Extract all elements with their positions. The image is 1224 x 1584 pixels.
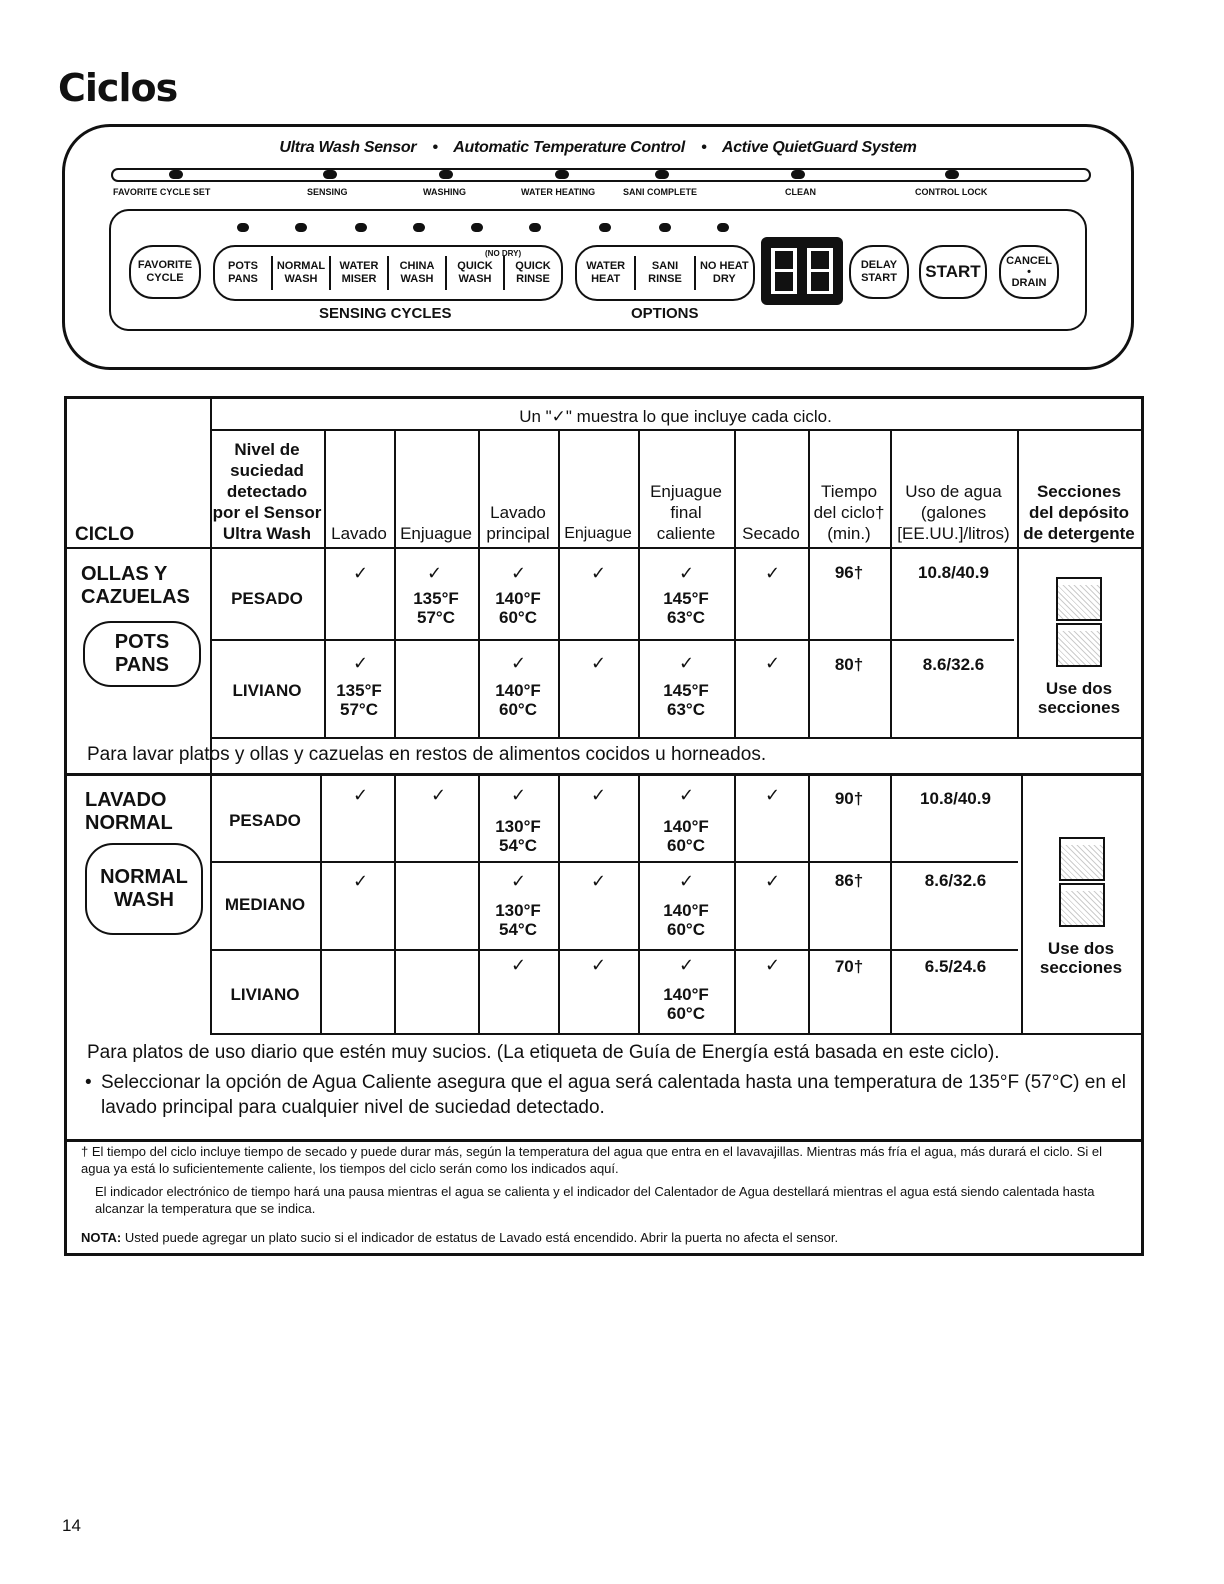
level-cell: PESADO <box>229 811 301 830</box>
status-led <box>555 170 569 179</box>
water-cell: 8.6/32.6 <box>924 871 987 890</box>
feature-item: Ultra Wash Sensor <box>279 139 417 156</box>
water-miser-button[interactable]: WATER MISER <box>329 256 387 290</box>
status-label: WASHING <box>423 187 467 197</box>
header-lavado-principal <box>478 502 558 544</box>
option-led <box>659 223 671 232</box>
feature-item: Active QuietGuard System <box>721 139 917 156</box>
water-heat-button[interactable]: WATER HEAT <box>586 260 626 285</box>
check-mark: ✓ <box>511 785 527 806</box>
header-enjuague: Enjuague <box>400 524 472 543</box>
grid-line <box>320 773 322 1033</box>
water-cell: 6.5/24.6 <box>924 957 987 976</box>
time-display <box>761 237 843 305</box>
normal-note-bullet: Seleccionar la opción de Agua Caliente asegura que el agua será calentada hasta una temperatura de 135°F (57°C) en el lavado principal para cualquier nivel de suciedad detectado. <box>101 1072 1126 1118</box>
normal-wash-button[interactable]: NORMAL WASH <box>271 256 329 290</box>
detergent-cell: Use dos secciones <box>1037 679 1121 717</box>
quick-rinse-button[interactable]: QUICK RINSE <box>503 256 561 290</box>
grid-line <box>210 429 1141 431</box>
bullet: • <box>85 1072 92 1093</box>
header-line: final <box>670 503 702 522</box>
grid-line <box>734 773 736 1033</box>
pots-pans-label: POTS PANS <box>83 621 201 687</box>
header-line: Tiempo <box>820 482 878 501</box>
check-mark: ✓ <box>511 955 527 976</box>
level-cell: MEDIANO <box>224 895 306 914</box>
cycle-table <box>64 396 1144 1256</box>
feature-list <box>65 139 1131 157</box>
header-line: Nivel de <box>234 440 300 459</box>
detergent-cup-icon <box>1056 583 1102 621</box>
header-line: (min.) <box>827 524 871 543</box>
check-mark: ✓ <box>353 563 369 584</box>
start-button[interactable]: START <box>919 245 987 299</box>
normal-wash-label: NORMAL WASH <box>85 843 203 935</box>
grid-line <box>210 949 1018 951</box>
status-indicator-bar <box>111 168 1091 182</box>
header-line: detectado <box>226 482 308 501</box>
header-nivel <box>210 439 324 544</box>
detergent-cup-icon <box>1059 889 1105 927</box>
check-mark: ✓ <box>591 563 607 584</box>
status-led <box>169 170 183 179</box>
grid-line <box>890 773 892 1033</box>
temp-cell: 140°F 60°C <box>663 817 709 855</box>
header-ciclo: CICLO <box>75 524 135 545</box>
grid-line <box>67 547 1141 549</box>
china-wash-button[interactable]: CHINA WASH <box>387 256 445 290</box>
header-lavado: Lavado <box>331 524 387 543</box>
temp-cell: 140°F 60°C <box>663 901 709 939</box>
footnote: † El tiempo del ciclo incluye tiempo de secado y puede durar más, según la temperatura del agua que entra en el lavavajillas. Mientras más fría el agua, más durará el ciclo. Si el agua ya está lo suficientemente caliente, los tiempos del ciclo serán como los indicados aquí. <box>81 1144 1103 1176</box>
cancel-drain-button[interactable]: CANCEL • DRAIN <box>999 245 1059 299</box>
display-digit <box>771 248 797 294</box>
options-group <box>575 245 755 301</box>
header-line: de detergente <box>1023 524 1135 543</box>
header-line: Ultra Wash <box>222 524 312 543</box>
header-line: (galones <box>920 503 987 522</box>
temp-cell: 145°F 63°C <box>663 681 709 719</box>
header-line: Secciones <box>1036 482 1122 501</box>
grid-line <box>210 1033 1141 1035</box>
grid-line <box>558 547 560 737</box>
status-led <box>655 170 669 179</box>
detergent-cup-icon <box>1059 843 1105 881</box>
option-led <box>717 223 729 232</box>
header-enjuague-final <box>638 481 734 544</box>
nota-label: NOTA: <box>81 1230 122 1245</box>
check-mark: ✓ <box>353 653 369 674</box>
option-led <box>599 223 611 232</box>
water-cell: 8.6/32.6 <box>922 655 985 674</box>
water-cell: 10.8/40.9 <box>918 563 989 582</box>
level-cell: PESADO <box>231 589 303 608</box>
header-line: principal <box>486 524 550 543</box>
nota-text: Usted puede agregar un plato sucio si el indicador de estatus de Lavado está encendido. Abrir la puerta no afecta el sensor. <box>124 1230 839 1245</box>
cycle-led <box>471 223 483 232</box>
pots-note: Para lavar platos y ollas y cazuelas en restos de alimentos cocidos u horneados. <box>87 744 767 765</box>
feature-separator: • <box>432 139 438 156</box>
grid-line <box>394 773 396 1033</box>
status-label: SENSING <box>307 187 348 197</box>
check-mark: ✓ <box>765 785 781 806</box>
check-mark: ✓ <box>591 871 607 892</box>
detergent-cup-icon <box>1056 629 1102 667</box>
status-label: FAVORITE CYCLE SET <box>113 187 211 197</box>
header-line: Uso de agua <box>905 482 1002 501</box>
table-legend: Un "✓" muestra lo que incluye cada ciclo. <box>519 407 832 426</box>
grid-line <box>558 773 560 1033</box>
grid-line <box>1021 773 1023 1033</box>
check-mark: ✓ <box>765 871 781 892</box>
header-line: del ciclo† <box>813 503 885 522</box>
temp-cell: 135°F 57°C <box>413 589 459 627</box>
header-line: por el Sensor <box>212 503 322 522</box>
check-mark: ✓ <box>591 955 607 976</box>
check-mark: ✓ <box>511 871 527 892</box>
header-line: Lavado <box>490 503 546 522</box>
header-line: del depósito <box>1028 503 1130 522</box>
check-mark: ✓ <box>353 785 369 806</box>
detergent-cell: Use dos secciones <box>1039 939 1123 977</box>
grid-line <box>210 639 1014 641</box>
check-mark: ✓ <box>591 785 607 806</box>
delay-start-button[interactable]: DELAY START <box>849 245 909 299</box>
grid-line <box>67 773 1141 776</box>
check-mark: ✓ <box>431 785 447 806</box>
temp-cell: 135°F 57°C <box>336 681 382 719</box>
check-mark: ✓ <box>679 785 695 806</box>
status-label: WATER HEATING <box>521 187 596 197</box>
control-panel-illustration <box>62 124 1134 370</box>
temp-cell: 140°F 60°C <box>663 985 709 1023</box>
pots-pans-button[interactable]: POTS PANS <box>228 260 258 285</box>
temp-cell: 130°F 54°C <box>495 817 541 855</box>
level-cell: LIVIANO <box>232 681 302 700</box>
status-led <box>791 170 805 179</box>
header-agua <box>890 481 1017 544</box>
check-mark: ✓ <box>765 653 781 674</box>
temp-cell: 140°F 60°C <box>495 681 541 719</box>
grid-line <box>210 861 1018 863</box>
quick-wash-button[interactable]: QUICK WASH <box>445 256 503 290</box>
status-label: CONTROL LOCK <box>915 187 988 197</box>
header-enjuague-2: Enjuague <box>564 525 632 542</box>
grid-line <box>808 773 810 1033</box>
options-label: OPTIONS <box>631 305 699 322</box>
status-led <box>323 170 337 179</box>
sani-rinse-button[interactable]: SANI RINSE <box>634 256 693 290</box>
time-cell: 80† <box>834 655 864 674</box>
time-cell: 86† <box>834 871 864 890</box>
sensing-cycles-group <box>213 245 563 301</box>
check-mark: ✓ <box>679 955 695 976</box>
footnote: El indicador electrónico de tiempo hará una pausa mientras el agua se calienta y el indicador del Calentador de Agua destellará mientras el agua está siendo calentada hasta alcanzar la temperatura que se indica. <box>95 1184 1095 1216</box>
check-mark: ✓ <box>765 955 781 976</box>
check-mark: ✓ <box>353 871 369 892</box>
no-heat-dry-button[interactable]: NO HEAT DRY <box>694 256 753 290</box>
status-label: CLEAN <box>785 187 816 197</box>
cycle-name-normal: LAVADO NORMAL <box>85 789 173 834</box>
header-line: [EE.UU.]/litros) <box>897 524 1010 543</box>
favorite-cycle-button[interactable]: FAVORITE CYCLE <box>129 245 201 299</box>
display-digit <box>807 248 833 294</box>
time-cell: 70† <box>834 957 864 976</box>
check-mark: ✓ <box>427 563 443 584</box>
header-secciones <box>1017 481 1141 544</box>
header-line: caliente <box>656 524 716 543</box>
check-mark: ✓ <box>679 871 695 892</box>
cycle-led <box>295 223 307 232</box>
check-mark: ✓ <box>679 563 695 584</box>
cycle-led <box>529 223 541 232</box>
normal-note: Para platos de uso diario que estén muy sucios. (La etiqueta de Guía de Energía está basada en este ciclo). <box>87 1042 1000 1063</box>
temp-cell: 130°F 54°C <box>495 901 541 939</box>
cycle-led <box>413 223 425 232</box>
cycle-led <box>237 223 249 232</box>
temp-cell: 145°F 63°C <box>663 589 709 627</box>
nota <box>81 1229 1121 1246</box>
grid-line <box>210 737 1141 739</box>
level-cell: LIVIANO <box>230 985 300 1004</box>
page-title: Ciclos <box>58 66 178 110</box>
no-dry-note: (NO DRY) <box>485 249 522 258</box>
status-led <box>945 170 959 179</box>
cycle-led <box>355 223 367 232</box>
sensing-cycles-label: SENSING CYCLES <box>319 305 452 322</box>
header-line: Enjuague <box>650 482 722 501</box>
water-cell: 10.8/40.9 <box>920 789 991 808</box>
grid-line <box>67 1139 1141 1142</box>
check-mark: ✓ <box>765 563 781 584</box>
time-cell: 90† <box>834 789 864 808</box>
grid-line <box>394 547 396 737</box>
status-label: SANI COMPLETE <box>623 187 698 197</box>
feature-separator: • <box>701 139 707 156</box>
header-tiempo <box>808 481 890 544</box>
status-led <box>439 170 453 179</box>
check-mark: ✓ <box>511 653 527 674</box>
header-line: suciedad <box>230 461 304 480</box>
temp-cell: 140°F 60°C <box>495 589 541 627</box>
time-cell: 96† <box>834 563 864 582</box>
header-secado: Secado <box>742 524 800 543</box>
check-mark: ✓ <box>591 653 607 674</box>
check-mark: ✓ <box>679 653 695 674</box>
grid-line <box>734 547 736 737</box>
cycle-name-pots: OLLAS Y CAZUELAS <box>81 563 190 608</box>
check-mark: ✓ <box>511 563 527 584</box>
feature-item: Automatic Temperature Control <box>453 139 685 156</box>
page-number: 14 <box>62 1516 81 1535</box>
